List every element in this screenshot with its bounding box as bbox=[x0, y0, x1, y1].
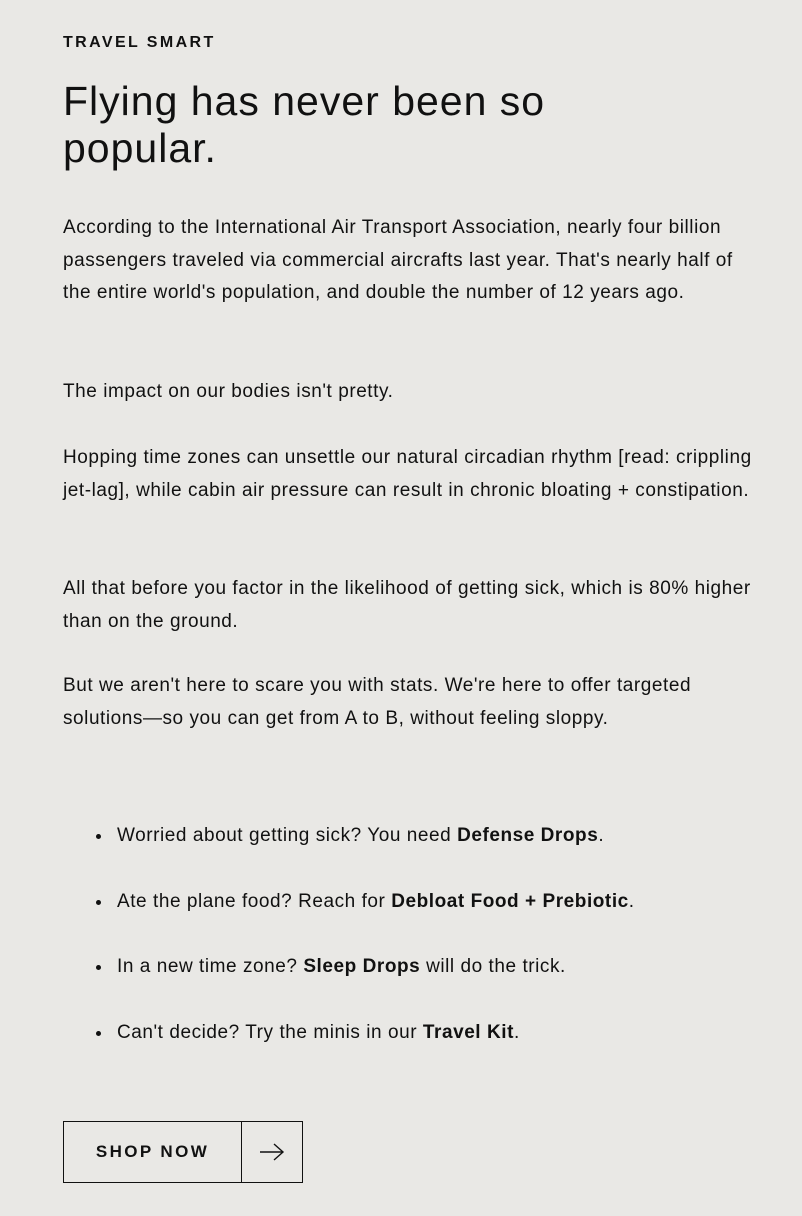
product-name-debloat: Debloat Food + Prebiotic bbox=[391, 890, 629, 912]
bullet-dot bbox=[96, 834, 101, 839]
bullet-text-end: . bbox=[513, 1021, 520, 1043]
bullet-dot bbox=[96, 1031, 101, 1036]
paragraph-time-zones: Hopping time zones can unsettle our natural circadian rhythm [read: crippling jet-lag], while cabin air pressure can result in chronic bloating + constipation. bbox=[63, 447, 752, 501]
bullet-dot bbox=[96, 900, 101, 905]
paragraph-iata: According to the International Air Transport Association, nearly four billion passengers traveled via commercial aircrafts last year. That's nearly half of the entire world's population, and double the number of 12 years ago. bbox=[63, 217, 733, 304]
bullet-dot bbox=[96, 965, 101, 970]
list-item bbox=[117, 1017, 777, 1083]
product-name-sleep-drops: Sleep Drops bbox=[303, 956, 421, 977]
product-recommendation-list bbox=[117, 820, 777, 1082]
list-item bbox=[117, 951, 777, 1017]
list-item bbox=[117, 820, 777, 886]
product-name-defense-drops: Defense Drops bbox=[457, 825, 599, 846]
bullet-text: In a new time zone? bbox=[117, 956, 304, 977]
arrow-right-icon bbox=[242, 1122, 302, 1182]
bullet-text: Worried about getting sick? You need bbox=[117, 825, 458, 846]
bullet-text: Can't decide? Try the minis in our bbox=[117, 1021, 423, 1043]
shop-now-button[interactable] bbox=[63, 1121, 303, 1183]
eyebrow-label: TRAVEL SMART bbox=[63, 34, 216, 51]
bullet-text-end: will do the trick. bbox=[420, 956, 566, 977]
bullet-text-end: . bbox=[598, 825, 605, 846]
product-name-travel-kit: Travel Kit bbox=[422, 1021, 514, 1043]
paragraph-sickness: All that before you factor in the likelihood of getting sick, which is 80% higher than on the ground. bbox=[63, 578, 751, 632]
list-item bbox=[117, 886, 777, 952]
paragraph-impact: The impact on our bodies isn't pretty. bbox=[63, 381, 394, 402]
headline: Flying has never been so popular. bbox=[63, 78, 546, 171]
bullet-text-end: . bbox=[628, 890, 635, 912]
bullet-text: Ate the plane food? Reach for bbox=[117, 890, 392, 912]
shop-now-label: SHOP NOW bbox=[64, 1122, 242, 1182]
paragraph-solutions: But we aren't here to scare you with stats. We're here to offer targeted solutions—so you can get from A to B, without feeling sloppy. bbox=[63, 675, 692, 729]
